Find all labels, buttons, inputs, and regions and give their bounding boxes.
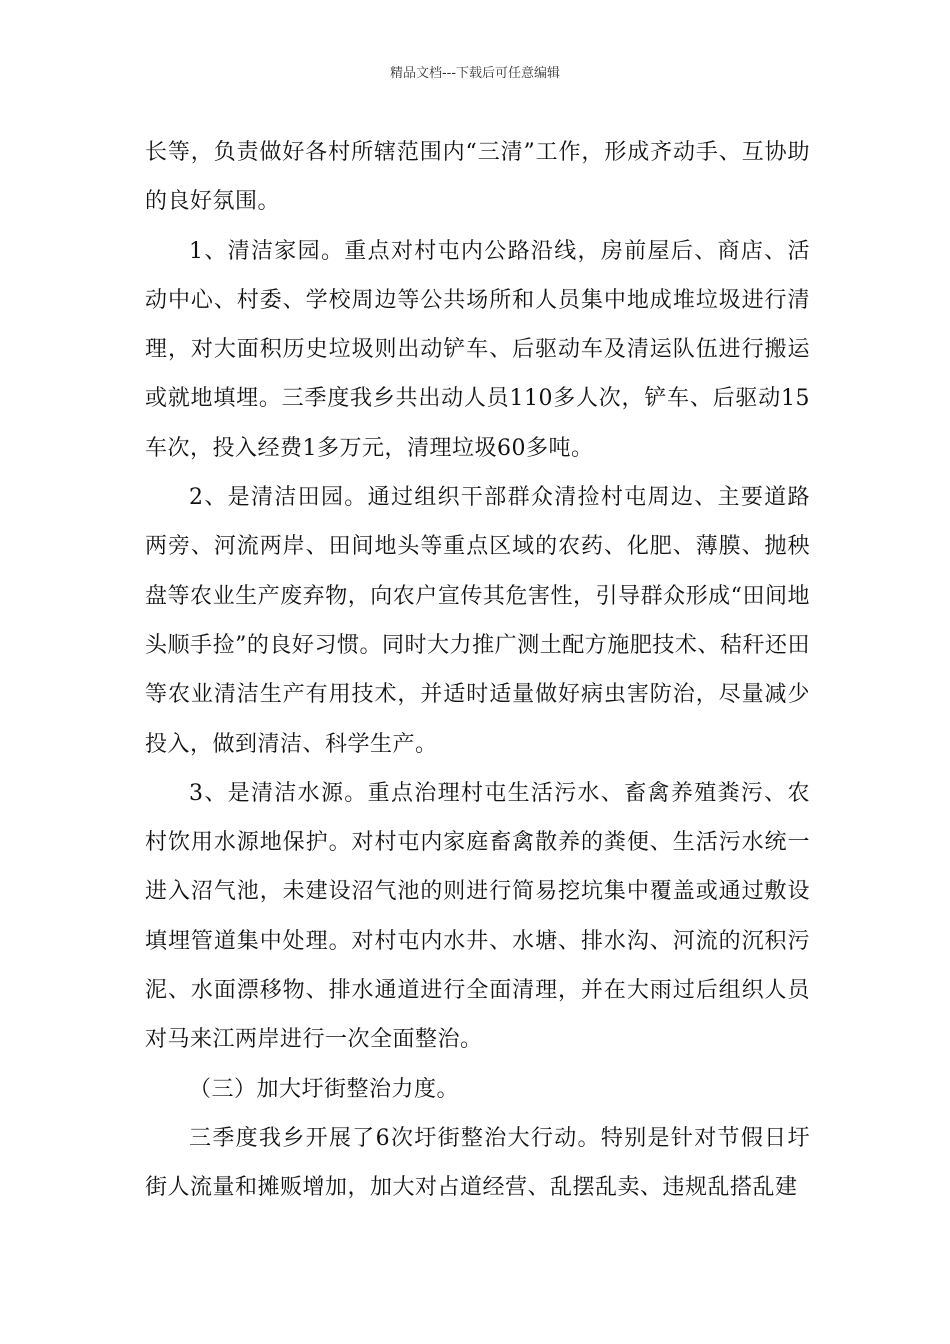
paragraph-clean-water: 3、是清洁水源。重点治理村屯生活污水、畜禽养殖粪污、农村饮用水源地保护。对村屯内家庭畜禽散养的粪便、生活污水统一进入沼气池，未建设沼气池的则进行简易挖坑集中覆盖或通过敷设填埋管道集中处理。对村屯内水井、水塘、排水沟、河流的沉积污泥、水面漂移物、排水通道进行全面清理，并在大雨过后组织人员对马来江两岸进行一次全面整治。 (145, 780, 810, 1053)
section-heading-market-rectification: （三）加大圩街整治力度。 (189, 1076, 460, 1102)
document-body (145, 128, 810, 1213)
paragraph-clean-fields: 2、是清洁田园。通过组织干部群众清捡村屯周边、主要道路两旁、河流两岸、田间地头等重点区域的农药、化肥、薄膜、抛秧盘等农业生产废弃物，向农户宣传其危害性，引导群众形成“田间地头顺手捡”的良好习惯。同时大力推广测土配方施肥技术、秸秆还田等农业清洁生产有用技术，并适时适量做好病虫害防治，尽量减少投入，做到清洁、科学生产。 (145, 485, 810, 757)
paragraph-continuation: 长等，负责做好各村所辖范围内“三清”工作，形成齐动手、互协助的良好氛围。 (145, 140, 810, 215)
paragraph-clean-homes: 1、清洁家园。重点对村屯内公路沿线，房前屋后、商店、活动中心、村委、学校周边等公共场所和人员集中地成堆垃圾进行清理，对大面积历史垃圾则出动铲车、后驱动车及清运队伍进行搬运或就地填埋。三季度我乡共出动人员110多人次，铲车、后驱动15车次，投入经费1多万元，清理垃圾60多吨。 (145, 238, 810, 461)
paragraph-market-rectification: 三季度我乡开展了6次圩街整治大行动。特别是针对节假日圩街人流量和摊贩增加，加大对占道经营、乱摆乱卖、违规乱搭乱建 (145, 1125, 810, 1201)
page-header: 精品文档---下载后可任意编辑 (389, 66, 561, 81)
